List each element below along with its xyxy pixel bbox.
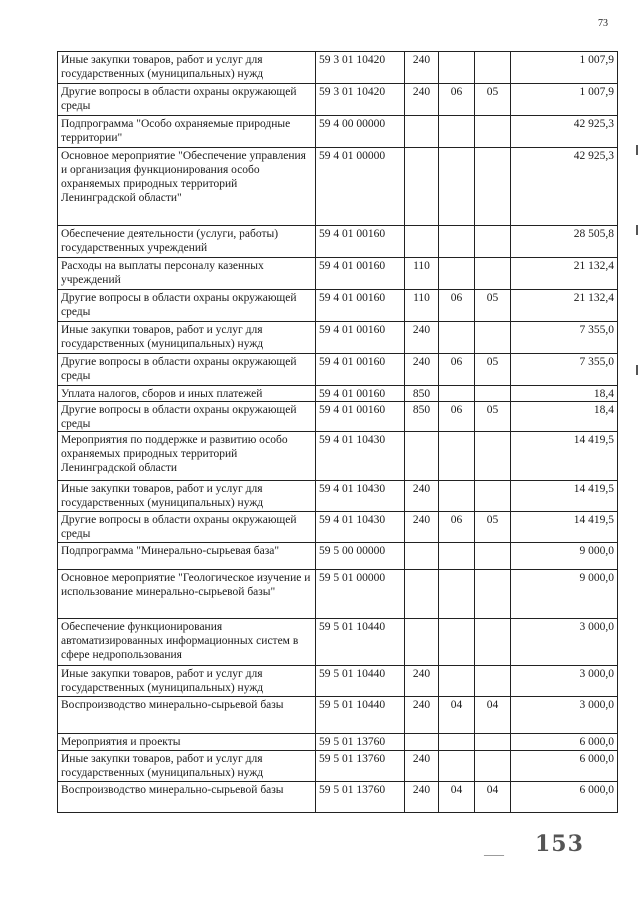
- row-code: 59 4 01 00160: [316, 386, 405, 402]
- row-subsection: [475, 386, 511, 402]
- table-row: [58, 619, 618, 666]
- budget-table-body: [58, 52, 618, 813]
- row-section: [439, 619, 475, 666]
- table-row: [58, 290, 618, 322]
- table-row: [58, 782, 618, 813]
- row-amount: 7 355,0: [511, 322, 618, 354]
- row-expense-type: 240: [405, 751, 439, 782]
- row-amount: 6 000,0: [511, 734, 618, 751]
- row-name: Обеспечение функционирования автоматизированных информационных систем в сфере недропользования: [58, 619, 316, 666]
- row-section: [439, 116, 475, 148]
- row-section: [439, 751, 475, 782]
- row-section: [439, 543, 475, 570]
- row-name: Иные закупки товаров, работ и услуг для государственных (муниципальных) нужд: [58, 52, 316, 84]
- row-name: Другие вопросы в области охраны окружающей среды: [58, 354, 316, 386]
- row-expense-type: 240: [405, 84, 439, 116]
- row-expense-type: [405, 619, 439, 666]
- table-row: [58, 697, 618, 734]
- row-code: 59 5 01 10440: [316, 697, 405, 734]
- table-row: [58, 543, 618, 570]
- row-expense-type: 110: [405, 258, 439, 290]
- row-amount: 18,4: [511, 402, 618, 432]
- row-name: Иные закупки товаров, работ и услуг для государственных (муниципальных) нужд: [58, 481, 316, 512]
- row-amount: 3 000,0: [511, 666, 618, 697]
- row-code: 59 4 01 10430: [316, 432, 405, 481]
- row-section: 04: [439, 697, 475, 734]
- row-subsection: [475, 432, 511, 481]
- row-name: Другие вопросы в области охраны окружающей среды: [58, 84, 316, 116]
- row-expense-type: [405, 543, 439, 570]
- table-row: [58, 258, 618, 290]
- table-row: [58, 226, 618, 258]
- row-amount: 6 000,0: [511, 782, 618, 813]
- row-subsection: [475, 322, 511, 354]
- row-subsection: [475, 666, 511, 697]
- row-name: Обеспечение деятельности (услуги, работы) государственных учреждений: [58, 226, 316, 258]
- row-code: 59 4 01 00160: [316, 322, 405, 354]
- row-section: [439, 432, 475, 481]
- row-expense-type: 240: [405, 52, 439, 84]
- table-row: [58, 666, 618, 697]
- row-name: Подпрограмма "Особо охраняемые природные территории": [58, 116, 316, 148]
- table-row: [58, 84, 618, 116]
- row-expense-type: 240: [405, 697, 439, 734]
- row-amount: 21 132,4: [511, 290, 618, 322]
- row-expense-type: 240: [405, 354, 439, 386]
- row-name: Подпрограмма "Минерально-сырьевая база": [58, 543, 316, 570]
- row-amount: 9 000,0: [511, 543, 618, 570]
- row-name: Основное мероприятие "Обеспечение управления и организация функционирования особо охраняемых природных территорий Ленинградской области": [58, 148, 316, 226]
- scan-mark: [636, 225, 638, 235]
- row-code: 59 4 01 00160: [316, 258, 405, 290]
- row-section: 06: [439, 402, 475, 432]
- row-amount: 1 007,9: [511, 52, 618, 84]
- row-amount: 7 355,0: [511, 354, 618, 386]
- row-amount: 42 925,3: [511, 148, 618, 226]
- scan-mark: [636, 145, 638, 155]
- row-expense-type: [405, 226, 439, 258]
- row-expense-type: [405, 734, 439, 751]
- table-row: [58, 322, 618, 354]
- row-amount: 14 419,5: [511, 512, 618, 543]
- row-code: 59 5 01 13760: [316, 782, 405, 813]
- table-row: [58, 148, 618, 226]
- row-name: Воспроизводство минерально-сырьевой базы: [58, 697, 316, 734]
- row-subsection: [475, 116, 511, 148]
- row-subsection: [475, 52, 511, 84]
- row-code: 59 5 01 10440: [316, 666, 405, 697]
- row-code: 59 4 01 00160: [316, 354, 405, 386]
- row-code: 59 5 00 00000: [316, 543, 405, 570]
- row-subsection: 04: [475, 782, 511, 813]
- row-section: [439, 666, 475, 697]
- row-amount: 14 419,5: [511, 432, 618, 481]
- row-code: 59 3 01 10420: [316, 84, 405, 116]
- row-subsection: [475, 619, 511, 666]
- budget-table: [57, 51, 618, 813]
- row-subsection: [475, 481, 511, 512]
- table-row: [58, 52, 618, 84]
- row-expense-type: [405, 570, 439, 619]
- row-section: [439, 386, 475, 402]
- row-code: 59 4 01 00160: [316, 290, 405, 322]
- row-name: Мероприятия по поддержке и развитию особо охраняемых природных территорий Ленинградской области: [58, 432, 316, 481]
- table-row: [58, 570, 618, 619]
- row-code: 59 4 01 10430: [316, 481, 405, 512]
- row-subsection: [475, 543, 511, 570]
- row-subsection: [475, 570, 511, 619]
- row-name: Расходы на выплаты персоналу казенных учреждений: [58, 258, 316, 290]
- row-section: 06: [439, 512, 475, 543]
- row-expense-type: 240: [405, 782, 439, 813]
- table-row: [58, 512, 618, 543]
- row-code: 59 3 01 10420: [316, 52, 405, 84]
- row-expense-type: 850: [405, 402, 439, 432]
- row-section: [439, 258, 475, 290]
- row-name: Иные закупки товаров, работ и услуг для государственных (муниципальных) нужд: [58, 666, 316, 697]
- row-amount: 1 007,9: [511, 84, 618, 116]
- row-expense-type: 240: [405, 666, 439, 697]
- row-section: [439, 322, 475, 354]
- row-section: [439, 52, 475, 84]
- row-subsection: 04: [475, 697, 511, 734]
- row-subsection: [475, 148, 511, 226]
- row-section: [439, 734, 475, 751]
- row-expense-type: 240: [405, 322, 439, 354]
- row-code: 59 4 01 00000: [316, 148, 405, 226]
- row-expense-type: 110: [405, 290, 439, 322]
- row-code: 59 5 01 10440: [316, 619, 405, 666]
- row-name: Мероприятия и проекты: [58, 734, 316, 751]
- table-row: [58, 116, 618, 148]
- table-row: [58, 481, 618, 512]
- row-section: [439, 148, 475, 226]
- table-row: [58, 751, 618, 782]
- row-name: Воспроизводство минерально-сырьевой базы: [58, 782, 316, 813]
- row-section: 06: [439, 354, 475, 386]
- footer-dash: ——: [484, 850, 504, 861]
- row-expense-type: 240: [405, 512, 439, 543]
- row-name: Другие вопросы в области охраны окружающей среды: [58, 290, 316, 322]
- row-name: Другие вопросы в области охраны окружающей среды: [58, 512, 316, 543]
- row-amount: 6 000,0: [511, 751, 618, 782]
- row-amount: 14 419,5: [511, 481, 618, 512]
- row-name: Иные закупки товаров, работ и услуг для государственных (муниципальных) нужд: [58, 751, 316, 782]
- row-subsection: [475, 226, 511, 258]
- table-row: [58, 432, 618, 481]
- row-expense-type: [405, 432, 439, 481]
- row-amount: 28 505,8: [511, 226, 618, 258]
- row-amount: 9 000,0: [511, 570, 618, 619]
- row-section: 04: [439, 782, 475, 813]
- row-subsection: 05: [475, 402, 511, 432]
- row-subsection: 05: [475, 84, 511, 116]
- row-name: Основное мероприятие "Геологическое изучение и использование минерально-сырьевой базы": [58, 570, 316, 619]
- table-row: [58, 386, 618, 402]
- row-amount: 3 000,0: [511, 619, 618, 666]
- row-amount: 42 925,3: [511, 116, 618, 148]
- row-expense-type: [405, 148, 439, 226]
- row-subsection: 05: [475, 290, 511, 322]
- row-subsection: [475, 751, 511, 782]
- page-number: 73: [598, 18, 608, 29]
- row-code: 59 5 01 13760: [316, 734, 405, 751]
- table-row: [58, 354, 618, 386]
- row-expense-type: 850: [405, 386, 439, 402]
- row-code: 59 5 01 00000: [316, 570, 405, 619]
- row-subsection: 05: [475, 354, 511, 386]
- row-section: 06: [439, 84, 475, 116]
- row-section: 06: [439, 290, 475, 322]
- table-row: [58, 734, 618, 751]
- row-section: [439, 570, 475, 619]
- row-name: Уплата налогов, сборов и иных платежей: [58, 386, 316, 402]
- page-stamp: 153: [535, 831, 584, 857]
- row-name: Другие вопросы в области охраны окружающей среды: [58, 402, 316, 432]
- row-section: [439, 226, 475, 258]
- row-amount: 18,4: [511, 386, 618, 402]
- row-subsection: 05: [475, 512, 511, 543]
- row-amount: 21 132,4: [511, 258, 618, 290]
- row-code: 59 4 01 00160: [316, 226, 405, 258]
- scan-mark: [636, 365, 638, 375]
- table-row: [58, 402, 618, 432]
- row-amount: 3 000,0: [511, 697, 618, 734]
- row-subsection: [475, 258, 511, 290]
- row-code: 59 4 01 10430: [316, 512, 405, 543]
- row-code: 59 4 01 00160: [316, 402, 405, 432]
- row-name: Иные закупки товаров, работ и услуг для государственных (муниципальных) нужд: [58, 322, 316, 354]
- row-expense-type: [405, 116, 439, 148]
- row-code: 59 4 00 00000: [316, 116, 405, 148]
- row-section: [439, 481, 475, 512]
- row-expense-type: 240: [405, 481, 439, 512]
- row-code: 59 5 01 13760: [316, 751, 405, 782]
- row-subsection: [475, 734, 511, 751]
